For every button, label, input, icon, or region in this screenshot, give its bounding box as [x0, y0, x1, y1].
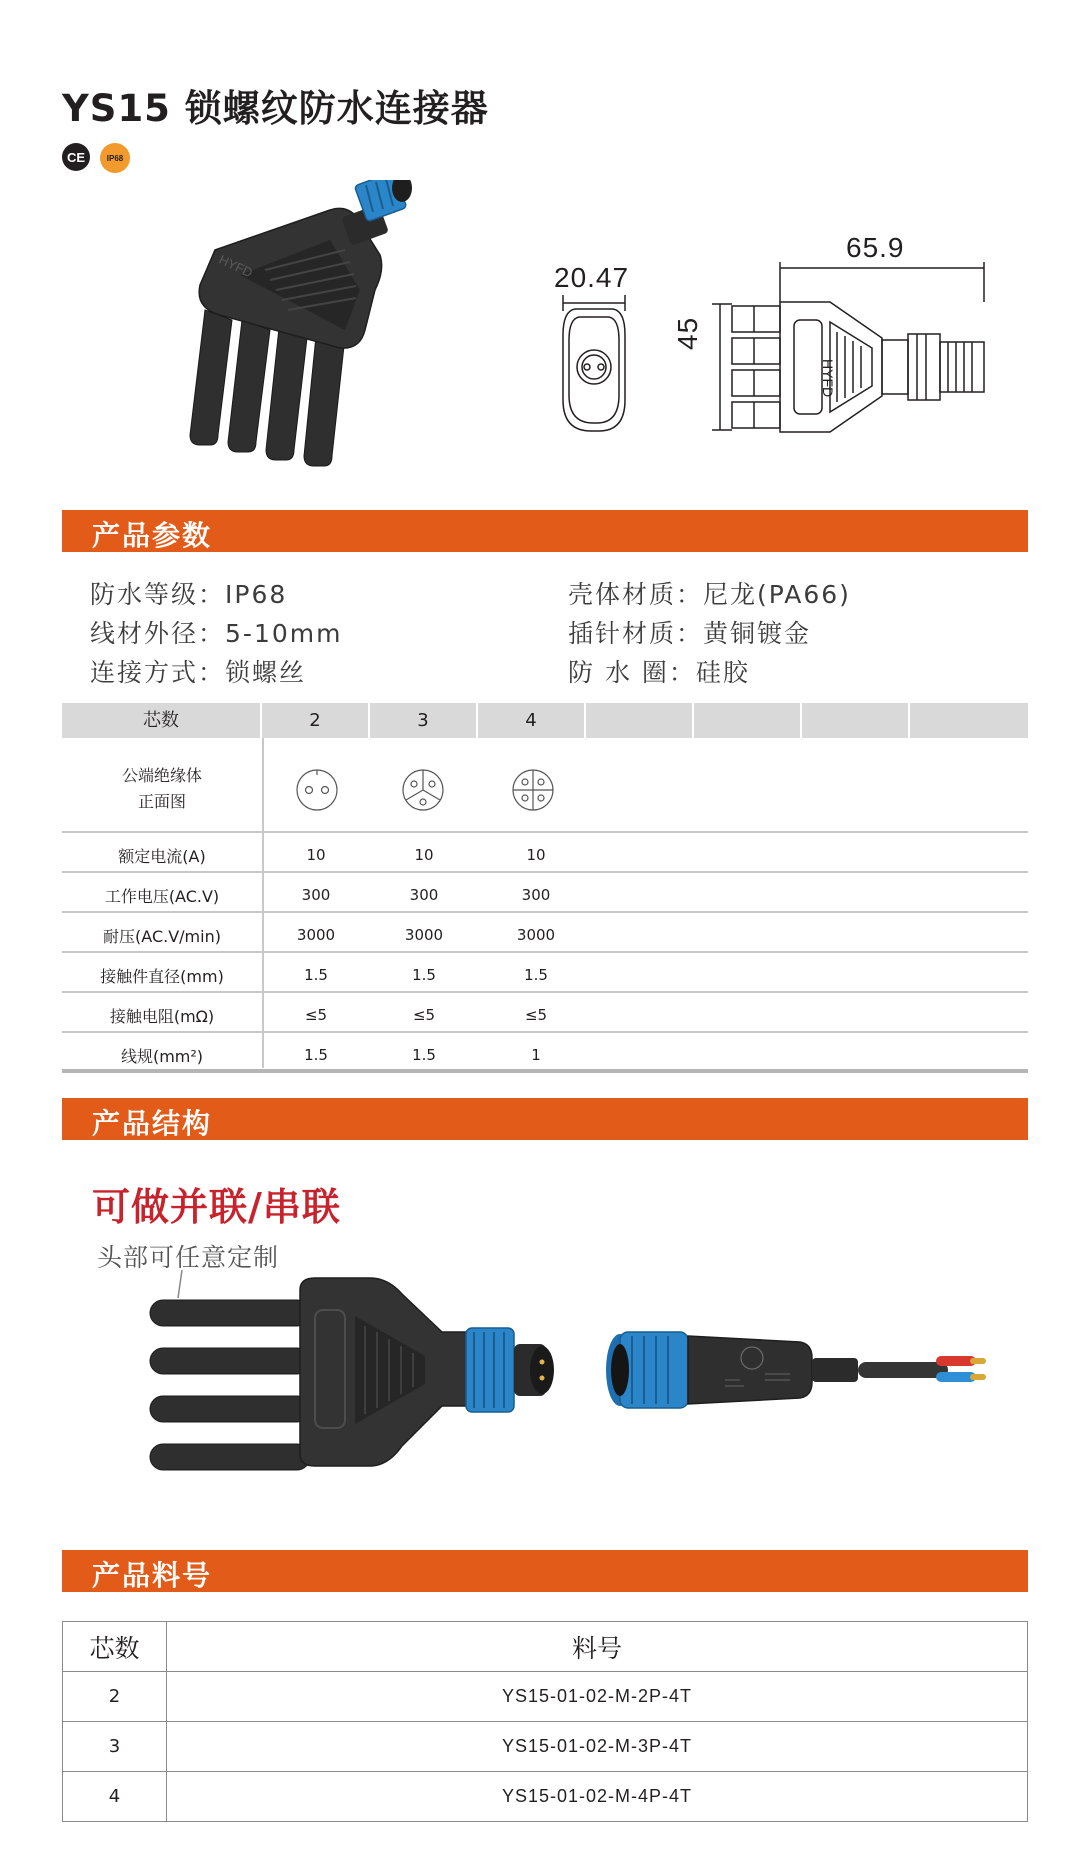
header-col-empty	[694, 703, 802, 738]
header-cores-label: 芯数	[62, 703, 262, 738]
side-view-drawing	[712, 262, 992, 442]
section-title-structure: 产品结构	[92, 1107, 213, 1140]
param-value: 3000	[404, 926, 444, 944]
spec-value: 锁螺丝	[225, 658, 307, 687]
spec-connection	[90, 653, 306, 689]
dimension-length-label: 65.9	[846, 232, 905, 263]
spec-label: 连接方式：	[90, 658, 226, 687]
spec-waterproof	[90, 575, 287, 611]
row-divider	[62, 911, 1028, 913]
spec-seal-material	[568, 653, 750, 689]
parameter-table-header	[62, 703, 1028, 738]
header-col-2: 2	[262, 703, 370, 738]
param-value: 1.5	[412, 966, 436, 984]
param-value: ≤5	[304, 1006, 328, 1024]
insulator-2pin-icon	[294, 767, 340, 813]
ip68-badge-icon: IP68	[100, 143, 130, 173]
section-bar-params	[62, 510, 1028, 552]
param-value: 10	[306, 846, 326, 864]
spec-housing-material	[568, 575, 851, 611]
part-table-header-cores: 芯数	[63, 1622, 167, 1672]
section-title-part-numbers: 产品料号	[92, 1559, 213, 1592]
spec-value: 黄铜镀金	[703, 619, 812, 648]
part-code: YS15-01-02-M-2P-4T	[167, 1672, 1028, 1722]
part-code: YS15-01-02-M-3P-4T	[167, 1722, 1028, 1772]
part-table-header-code: 料号	[167, 1622, 1028, 1672]
part-code: YS15-01-02-M-4P-4T	[167, 1772, 1028, 1822]
param-row-label: 工作电压(AC.V)	[104, 887, 220, 906]
param-value: 1.5	[304, 1046, 328, 1064]
section-bar-part-numbers	[62, 1550, 1028, 1592]
spec-label: 防 水 圈：	[568, 658, 696, 687]
svg-text:HYFD: HYFD	[216, 251, 256, 281]
header-col-3: 3	[370, 703, 478, 738]
param-value: 300	[409, 886, 439, 904]
spec-value: 5-10mm	[225, 619, 343, 648]
spec-label: 壳体材质：	[568, 580, 704, 609]
part-number-table	[62, 1621, 1028, 1822]
dimension-height-label: 45	[672, 316, 703, 350]
param-value: 3000	[516, 926, 556, 944]
param-row-label: 接触件直径(mm)	[100, 967, 224, 986]
header-col-empty	[910, 703, 1028, 738]
param-value: 1.5	[304, 966, 328, 984]
diagram-row-label-line1: 公端绝缘体	[121, 766, 202, 785]
row-divider	[62, 871, 1028, 873]
param-row-label: 接触电阻(mΩ)	[109, 1007, 215, 1026]
spec-label: 防水等级：	[90, 580, 226, 609]
dimension-width-label: 20.47	[554, 262, 630, 293]
param-value: 10	[414, 846, 434, 864]
param-row-label: 线规(mm²)	[120, 1047, 204, 1066]
structure-note: 头部可任意定制	[97, 1243, 280, 1272]
page-title: YS15 锁螺纹防水连接器	[62, 87, 489, 130]
header-col-empty	[586, 703, 694, 738]
certification-badges	[62, 143, 130, 173]
svg-text:HYFD: HYFD	[820, 359, 836, 398]
table-row	[63, 1772, 1028, 1822]
section-title-params: 产品参数	[92, 519, 213, 552]
insulator-3pin-icon	[400, 767, 446, 813]
param-value: 300	[521, 886, 551, 904]
part-cores: 2	[63, 1672, 167, 1722]
part-cores: 4	[63, 1772, 167, 1822]
table-bottom-border	[62, 1069, 1028, 1073]
param-value: 300	[301, 886, 331, 904]
param-value: ≤5	[524, 1006, 548, 1024]
param-value: 1	[531, 1046, 541, 1064]
param-value: 1.5	[412, 1046, 436, 1064]
param-value: ≤5	[412, 1006, 436, 1024]
part-cores: 3	[63, 1722, 167, 1772]
spec-label: 插针材质：	[568, 619, 704, 648]
param-value: 1.5	[524, 966, 548, 984]
structure-headline: 可做并联/串联	[92, 1185, 341, 1229]
row-divider	[62, 831, 1028, 833]
part-table-header-row	[63, 1622, 1028, 1672]
product-photo-splitter	[180, 180, 420, 470]
row-divider	[62, 1031, 1028, 1033]
spec-value: 硅胶	[695, 658, 750, 687]
product-photo-structure	[140, 1270, 1020, 1480]
param-row-label: 额定电流(A)	[118, 847, 206, 866]
table-row	[63, 1672, 1028, 1722]
header-col-4: 4	[478, 703, 586, 738]
ce-mark-icon: CE	[62, 143, 90, 171]
header-col-empty	[802, 703, 910, 738]
spec-label: 线材外径：	[90, 619, 226, 648]
section-bar-structure	[62, 1098, 1028, 1140]
param-value: 3000	[296, 926, 336, 944]
spec-pin-material	[568, 614, 811, 650]
parameter-table	[62, 703, 1028, 1066]
table-row	[63, 1722, 1028, 1772]
diagram-row-label-line2: 正面图	[137, 792, 186, 811]
spec-value: 尼龙(PA66)	[703, 580, 851, 609]
row-divider	[62, 991, 1028, 993]
diagram-row-label	[62, 763, 262, 815]
front-view-drawing	[555, 295, 633, 443]
row-divider	[62, 951, 1028, 953]
spec-value: IP68	[225, 580, 288, 609]
param-row-label: 耐压(AC.V/min)	[103, 927, 221, 946]
insulator-4pin-icon	[510, 767, 556, 813]
param-value: 10	[526, 846, 546, 864]
spec-cable-diameter	[90, 614, 342, 650]
